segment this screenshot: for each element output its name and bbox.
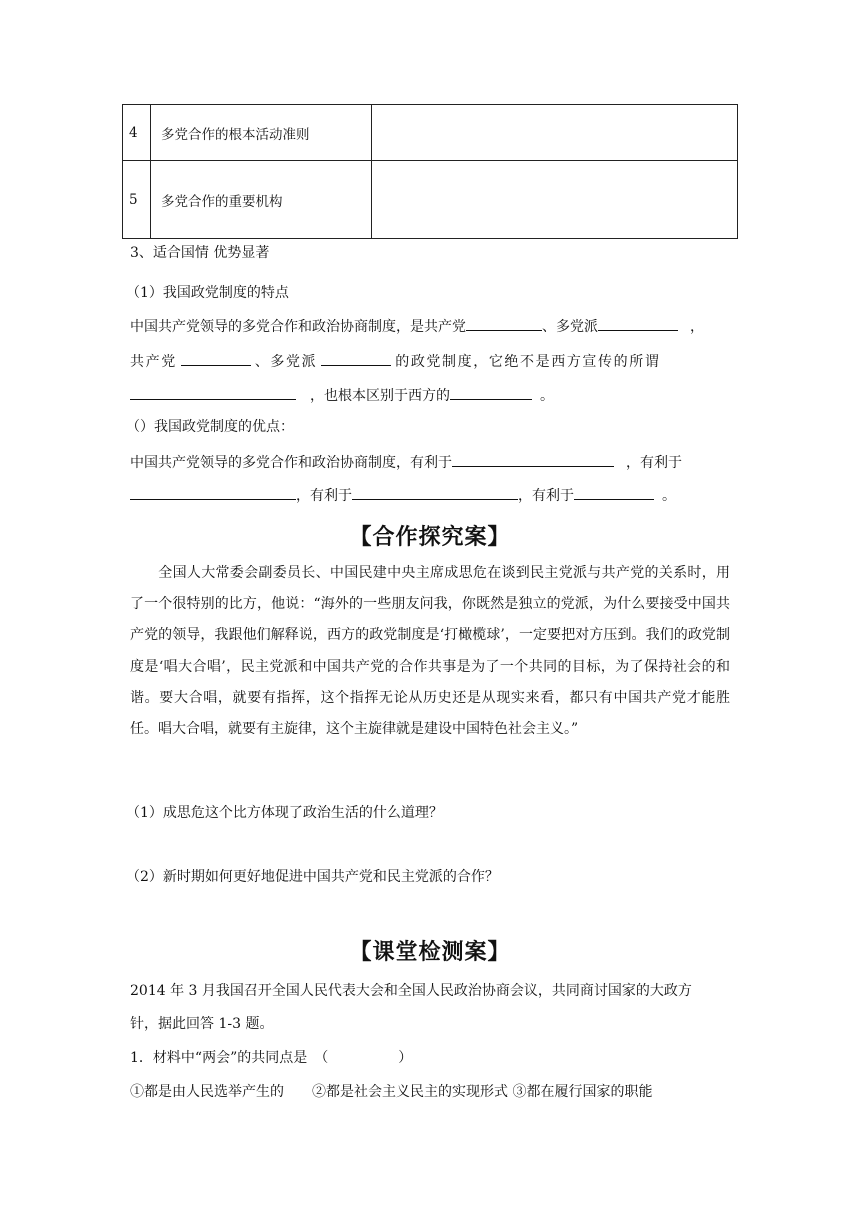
question: 1．材料中“两会”的共同点是 （ ） bbox=[130, 1050, 413, 1066]
answer-blank bbox=[352, 484, 518, 500]
intro-line: 针，据此回答 1-3 题。 bbox=[130, 1016, 274, 1032]
fill-in-line bbox=[130, 350, 660, 372]
text-segment: 共产党 bbox=[130, 354, 177, 370]
row-number: 4 bbox=[123, 105, 151, 161]
fill-in-line bbox=[130, 315, 704, 337]
table-row bbox=[123, 105, 738, 161]
text-segment: 的政党制度，它绝不是西方宣传的所谓 bbox=[395, 354, 661, 370]
row-answer-cell bbox=[372, 161, 738, 239]
text-segment: ，有利于 bbox=[296, 488, 352, 504]
answer-blank bbox=[181, 350, 251, 366]
question: （1）成思危这个比方体现了政治生活的什么道理？ bbox=[126, 805, 443, 821]
text-segment: 、多党派 bbox=[542, 319, 598, 335]
answer-blank bbox=[130, 384, 296, 400]
answer-blank bbox=[321, 350, 391, 366]
text-segment: 中国共产党领导的多党合作和政治协商制度，是共产党 bbox=[130, 319, 466, 335]
section-heading: 【合作探究案】 bbox=[349, 525, 511, 550]
text-segment: 。 bbox=[540, 388, 554, 404]
answer-blank bbox=[466, 315, 542, 331]
row-answer-cell bbox=[372, 105, 738, 161]
fill-in-line bbox=[130, 451, 682, 473]
question-title: （）我国政党制度的优点： bbox=[126, 419, 294, 435]
answer-blank bbox=[452, 451, 614, 467]
question-options: ①都是由人民选举产生的 ②都是社会主义民主的实现形式 ③都在履行国家的职能 bbox=[130, 1084, 653, 1100]
row-number: 5 bbox=[123, 161, 151, 239]
party-cooperation-table bbox=[122, 104, 738, 239]
fill-in-line bbox=[130, 484, 676, 506]
paragraph-text: 全国人大常委会副委员长、中国民建中央主席成思危在谈到民主党派与共产党的关系时，用了一个很特别的比方，他说：“海外的一些朋友问我，你既然是独立的党派，为什么要接受中国共产党的领导，我跟他们解释说，西方的政党制度是‘打橄榄球’，一定要把对方压到。我们的政党制度是‘唱大合唱’，民主党派和中国共产党的合作共事是为了一个共同的目标，为了保持社会的和谐。要大合唱，就要有指挥，这个指挥无论从历史还是从现实来看，都只有中国共产党才能胜任。唱大合唱，就要有主旋律，这个主旋律就是建设中国特色社会主义。” bbox=[130, 565, 730, 738]
section-heading: 【课堂检测案】 bbox=[349, 940, 511, 965]
fill-in-line bbox=[130, 384, 554, 406]
answer-blank bbox=[450, 384, 532, 400]
section-title: 3、适合国情 优势显著 bbox=[130, 245, 270, 261]
text-segment: ，也根本区别于西方的 bbox=[310, 388, 450, 404]
text-segment: 。 bbox=[662, 488, 676, 504]
text-segment: 中国共产党领导的多党合作和政治协商制度，有利于 bbox=[130, 455, 452, 471]
question-title: （1）我国政党制度的特点 bbox=[126, 285, 289, 301]
text-segment: ， bbox=[690, 319, 704, 335]
answer-blank bbox=[574, 484, 654, 500]
row-label: 多党合作的根本活动准则 bbox=[151, 105, 372, 161]
table-row bbox=[123, 161, 738, 239]
text-segment: ，有利于 bbox=[626, 455, 682, 471]
question: （2）新时期如何更好地促进中国共产党和民主党派的合作？ bbox=[126, 869, 499, 885]
text-segment: ，有利于 bbox=[518, 488, 574, 504]
intro-line: 2014 年 3 月我国召开全国人民代表大会和全国人民政治协商会议，共同商讨国家的大政方 bbox=[130, 983, 692, 999]
text-segment: 、多党派 bbox=[254, 354, 318, 370]
case-paragraph bbox=[130, 558, 730, 745]
row-label: 多党合作的重要机构 bbox=[151, 161, 372, 239]
answer-blank bbox=[598, 315, 678, 331]
answer-blank bbox=[130, 484, 296, 500]
